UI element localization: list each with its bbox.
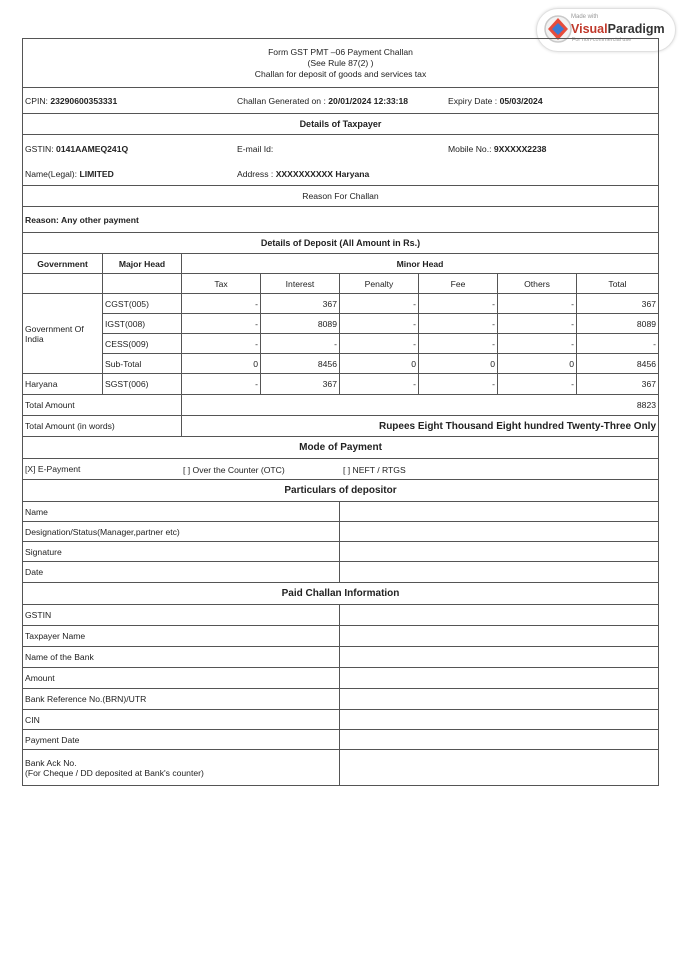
payment-mode-title: Mode of Payment — [23, 437, 659, 459]
cpin-label: CPIN: — [25, 95, 48, 106]
name-value: LIMITED — [79, 168, 114, 179]
watermark-note: For non-commercial use — [572, 37, 632, 43]
depositor-signature-label: Signature — [23, 542, 340, 562]
col-total: Total — [577, 274, 659, 294]
expiry-label: Expiry Date : — [448, 96, 498, 106]
cgst-tax: - — [182, 294, 261, 314]
mobile-value: 9XXXXX2238 — [493, 144, 547, 154]
table-row — [23, 294, 659, 314]
state-cell: Haryana — [23, 374, 103, 395]
paid-gstin-label: GSTIN — [23, 605, 340, 626]
cess-penalty: - — [340, 334, 419, 354]
sgst-penalty: - — [340, 374, 419, 395]
table-row — [23, 750, 659, 786]
cgst-penalty: - — [340, 294, 419, 314]
reason-section-title: Reason For Challan — [23, 186, 659, 207]
form-subtitle: Challan for deposit of goods and services tax — [254, 68, 427, 79]
subtotal-penalty: 0 — [340, 354, 419, 374]
total-words-value: Rupees Eight Thousand Eight hundred Twenty-Three Only — [182, 416, 659, 437]
taxpayer-row-1 — [23, 135, 659, 163]
table-row — [23, 502, 659, 522]
igst-fee: - — [419, 314, 498, 334]
col-tax: Tax — [182, 274, 261, 294]
depositor-signature-field[interactable] — [340, 542, 659, 562]
total-words-row — [23, 416, 659, 437]
generated-label: Challan Generated on : — [237, 96, 326, 106]
bank-ack-line2: (For Cheque / DD deposited at Bank's counter) — [25, 767, 204, 778]
subtotal-interest: 8456 — [261, 354, 340, 374]
paid-brn-label: Bank Reference No.(BRN)/UTR — [23, 689, 340, 710]
minor-head-row — [23, 274, 659, 294]
form-title: Form GST PMT –06 Payment Challan — [268, 46, 413, 57]
igst-penalty: - — [340, 314, 419, 334]
table-row — [23, 647, 659, 668]
form-rule: (See Rule 87(2) ) — [307, 57, 374, 68]
table-row — [23, 730, 659, 750]
paid-gstin-field[interactable] — [340, 605, 659, 626]
address-value: XXXXXXXXXX Haryana — [275, 168, 370, 179]
payment-mode-row — [23, 459, 659, 480]
depositor-designation-field[interactable] — [340, 522, 659, 542]
table-row — [23, 522, 659, 542]
form-header — [23, 39, 659, 88]
major-head-igst: IGST(008) — [103, 314, 182, 334]
watermark-made-with: Made with — [571, 14, 599, 20]
table-row — [23, 314, 659, 334]
watermark-brand: VisualParadigm — [571, 22, 665, 36]
e-payment-option[interactable]: [X] E-Payment — [25, 464, 81, 474]
igst-total: 8089 — [577, 314, 659, 334]
table-row — [23, 710, 659, 730]
paid-bank-name-label: Name of the Bank — [23, 647, 340, 668]
paid-amount-label: Amount — [23, 668, 340, 689]
government-of-india-cell: Government Of India — [23, 294, 103, 374]
neft-rtgs-option[interactable]: [ ] NEFT / RTGS — [343, 465, 406, 475]
challan-form — [22, 38, 658, 786]
subtotal-total: 8456 — [577, 354, 659, 374]
major-head-cgst: CGST(005) — [103, 294, 182, 314]
total-amount-value: 8823 — [182, 395, 659, 416]
deposit-header-row — [23, 254, 659, 274]
cess-interest: - — [261, 334, 340, 354]
paid-bank-name-field[interactable] — [340, 647, 659, 668]
sgst-interest: 367 — [261, 374, 340, 395]
igst-interest: 8089 — [261, 314, 340, 334]
subtotal-fee: 0 — [419, 354, 498, 374]
table-row — [23, 626, 659, 647]
col-major-head: Major Head — [103, 254, 182, 274]
col-others: Others — [498, 274, 577, 294]
name-label: Name(Legal): — [25, 168, 78, 179]
col-interest: Interest — [261, 274, 340, 294]
cess-tax: - — [182, 334, 261, 354]
col-minor-head: Minor Head — [182, 254, 659, 274]
paid-brn-field[interactable] — [340, 689, 659, 710]
address-label: Address : — [237, 168, 274, 179]
depositor-designation-label: Designation/Status(Manager,partner etc) — [23, 522, 340, 542]
paid-challan-section-title: Paid Challan Information — [23, 583, 659, 605]
bank-ack-label — [23, 750, 340, 786]
table-row — [23, 374, 659, 395]
taxpayer-row-2 — [23, 163, 659, 186]
email-label: E-mail Id: — [237, 144, 274, 154]
paid-taxpayer-name-field[interactable] — [340, 626, 659, 647]
generated-value: 20/01/2024 12:33:18 — [328, 96, 409, 106]
gstin-value: 0141AAMEQ241Q — [56, 143, 129, 154]
cpin-value: 23290600353331 — [50, 95, 118, 106]
paid-payment-date-field[interactable] — [340, 730, 659, 750]
major-head-subtotal: Sub-Total — [103, 354, 182, 374]
paid-amount-field[interactable] — [340, 668, 659, 689]
cgst-fee: - — [419, 294, 498, 314]
depositor-name-field[interactable] — [340, 502, 659, 522]
total-amount-row — [23, 395, 659, 416]
paid-cin-label: CIN — [23, 710, 340, 730]
subtotal-tax: 0 — [182, 354, 261, 374]
paid-payment-date-label: Payment Date — [23, 730, 340, 750]
subtotal-others: 0 — [498, 354, 577, 374]
expiry-value: 05/03/2024 — [499, 96, 543, 106]
depositor-section-title: Particulars of depositor — [23, 480, 659, 502]
col-penalty: Penalty — [340, 274, 419, 294]
cess-total: - — [577, 334, 659, 354]
paid-taxpayer-name-label: Taxpayer Name — [23, 626, 340, 647]
table-row — [23, 542, 659, 562]
cess-fee: - — [419, 334, 498, 354]
table-row — [23, 562, 659, 583]
major-head-cess: CESS(009) — [103, 334, 182, 354]
table-row — [23, 354, 659, 374]
sgst-tax: - — [182, 374, 261, 395]
depositor-date-label: Date — [23, 562, 340, 583]
cess-others: - — [498, 334, 577, 354]
bank-ack-field[interactable] — [340, 750, 659, 786]
reason-row — [23, 207, 659, 233]
cgst-others: - — [498, 294, 577, 314]
col-government: Government — [23, 254, 103, 274]
sgst-total: 367 — [577, 374, 659, 395]
table-row — [23, 605, 659, 626]
table-row — [23, 689, 659, 710]
gstin-label: GSTIN: — [25, 143, 54, 154]
paid-cin-field[interactable] — [340, 710, 659, 730]
reason-value: Any other payment — [60, 214, 139, 225]
depositor-date-field[interactable] — [340, 562, 659, 583]
cgst-total: 367 — [577, 294, 659, 314]
sgst-others: - — [498, 374, 577, 395]
challan-table — [22, 38, 659, 786]
igst-others: - — [498, 314, 577, 334]
major-head-sgst: SGST(006) — [103, 374, 182, 395]
table-row — [23, 668, 659, 689]
table-row — [23, 334, 659, 354]
otc-option[interactable]: [ ] Over the Counter (OTC) — [183, 465, 285, 475]
mobile-label: Mobile No.: — [448, 144, 492, 154]
col-fee: Fee — [419, 274, 498, 294]
sgst-fee: - — [419, 374, 498, 395]
igst-tax: - — [182, 314, 261, 334]
depositor-name-label: Name — [23, 502, 340, 522]
cgst-interest: 367 — [261, 294, 340, 314]
reason-label: Reason: — [25, 214, 59, 225]
taxpayer-section-title: Details of Taxpayer — [23, 114, 659, 135]
bank-ack-line1: Bank Ack No. — [25, 757, 77, 768]
total-words-label: Total Amount (in words) — [23, 416, 182, 437]
deposit-section-title: Details of Deposit (All Amount in Rs.) — [23, 233, 659, 254]
total-amount-label: Total Amount — [23, 395, 182, 416]
challan-meta-row — [23, 88, 659, 114]
